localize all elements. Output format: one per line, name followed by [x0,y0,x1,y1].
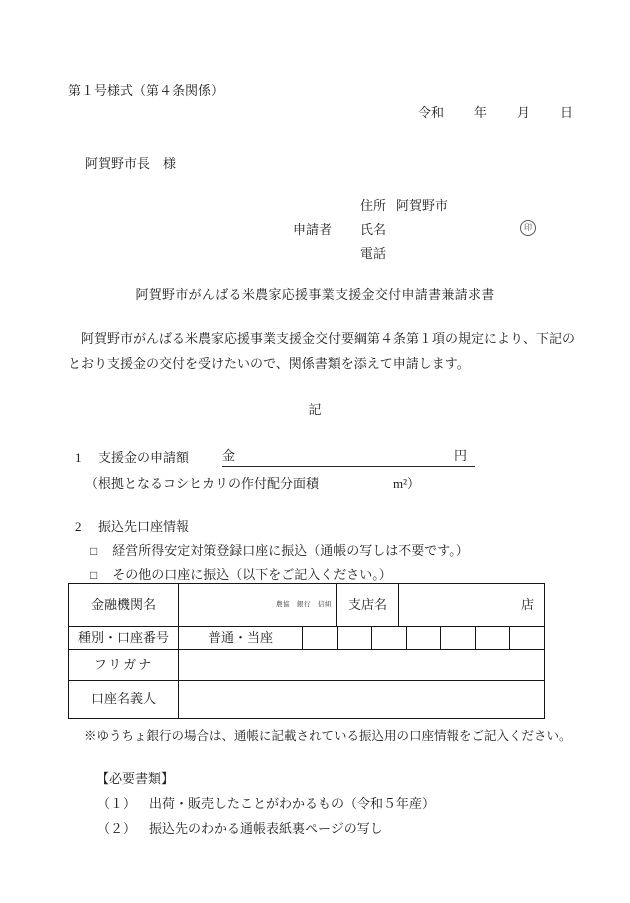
document-title: 阿賀野市がんばる米農家応援事業支援金交付申請書兼請求書 [135,287,495,302]
seal-character: 印 [524,223,532,232]
option-registered-account [90,543,469,559]
account-digit-cell-1[interactable] [303,627,338,649]
basis-label: （根拠となるコシヒカリの作付配分面積 [85,476,320,491]
holder-name-field[interactable] [179,681,544,718]
basis-unit: m²） [393,476,421,491]
required-documents-heading: 【必要書類】 [96,771,175,786]
doc-item-number: （２） [97,821,137,836]
currency-suffix: 円 [453,448,467,463]
section1-label: 支援金の申請額 [98,450,190,465]
account-digit-cell-7[interactable] [510,627,544,649]
date-line [418,105,573,121]
furigana-field[interactable] [179,650,544,680]
option-other-account-label: その他の口座に振込（以下をご記入ください。） [112,567,392,582]
body-line-1: 阿賀野市がんばる米農家応援事業支援金交付要綱第４条第１項の規定により、下記の [68,331,576,346]
era-label: 令和 [417,105,444,120]
account-digit-cell-6[interactable] [476,627,511,649]
doc-item-number: （１） [97,796,137,811]
table-row-institution [69,584,544,627]
furigana-label-cell: フリガナ [69,650,179,680]
body-paragraph [68,326,576,376]
required-document-item [97,821,383,837]
form-number: 第１号様式（第４条関係） [68,83,225,98]
name-label: 氏名 [360,222,387,237]
basis-line [85,476,420,492]
checkbox-registered-account[interactable]: □ [90,544,98,558]
phone-label: 電話 [360,246,387,261]
addressee: 阿賀野市長 様 [85,156,177,171]
day-label: 日 [559,105,573,120]
table-row-furigana [69,650,544,681]
currency-prefix: 金 [222,448,236,463]
account-type-label-cell: 種別・口座番号 [69,627,179,649]
doc-item-text: 出荷・販売したことがわかるもの（令和５年産） [149,796,436,811]
branch-label-cell: 支店名 [337,584,399,626]
applicant-role-label: 申請者 [293,222,333,237]
account-digit-cell-2[interactable] [338,627,373,649]
address-label: 住所 [360,198,387,213]
option-registered-account-label: 経営所得安定対策登録口座に振込（通帳の写しは不要です。） [112,543,469,558]
account-digit-cell-5[interactable] [441,627,476,649]
seal-mark-icon [520,220,536,236]
year-label: 年 [473,105,487,120]
option-other-account [90,567,392,583]
month-label: 月 [516,105,530,120]
address-value: 阿賀野市 [396,198,449,213]
required-document-item [97,796,435,812]
branch-name-field[interactable]: 店 [520,596,534,612]
account-type-options-field[interactable]: 普通・当座 [179,627,303,649]
applicant-address-row [360,198,448,214]
account-digit-cell-3[interactable] [372,627,407,649]
institution-name-field[interactable]: 農協 銀行 信組 [179,584,337,626]
record-marker: 記 [308,402,322,417]
amount-blank-field[interactable] [222,448,475,467]
table-row-account-number [69,627,544,650]
holder-label-cell: 口座名義人 [69,681,179,718]
account-digit-cell-4[interactable] [407,627,442,649]
section1-number: 1 [75,450,82,465]
section2-number: 2 [75,519,82,534]
bank-account-table [68,583,545,719]
body-line-2: とおり支援金の交付を受けたいので、関係書類を添えて申請します。 [68,356,470,371]
yucho-note: ※ゆうちょ銀行の場合は、通帳に記載されている振込用の口座情報をご記入ください。 [84,729,572,743]
section2-label: 振込先口座情報 [98,519,190,534]
doc-item-text: 振込先のわかる通帳表紙裏ページの写し [149,821,383,836]
checkbox-other-account[interactable]: □ [90,568,98,582]
table-row-holder [69,681,544,718]
institution-label-cell: 金融機関名 [69,584,179,626]
